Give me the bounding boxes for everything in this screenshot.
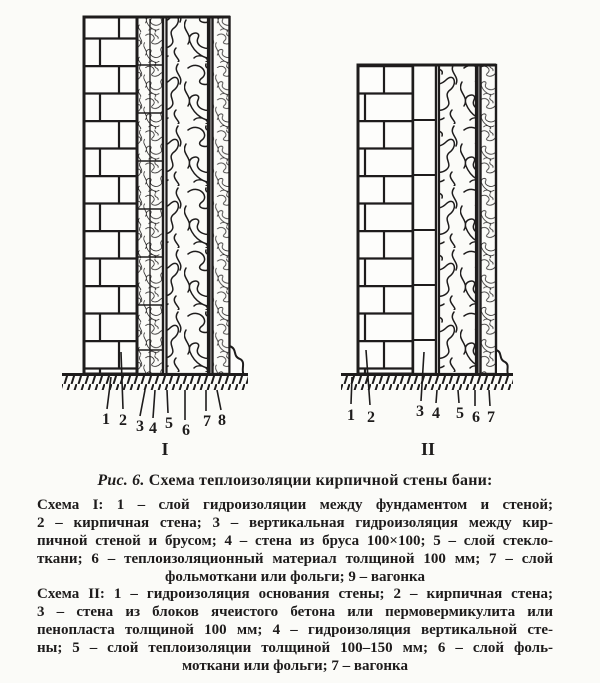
brick-wall-layer-1 [84,17,137,374]
figure-caption [37,472,553,490]
insulation-layer-1 [167,17,209,374]
scheme-2-line: Схема II: 1 – гидроизоляция основания стены; 2 – кирпичная стена; [37,586,553,602]
part-number-label: 2 [119,412,127,429]
brick-wall-layer-2 [358,65,413,374]
part-number-label: 1 [347,407,355,424]
part-number-label: 5 [456,405,464,422]
scheme-2-description [37,585,553,675]
part-number-label: 7 [487,409,495,426]
part-number-label: 6 [182,422,190,439]
insulation-layer-2 [439,65,476,374]
part-number-label: 3 [416,403,424,420]
scheme-1-description [37,496,553,586]
scheme-2-line: 3 – стена из блоков ячеистого бетона или пермовермикулита или [37,604,553,620]
part-number-label: 1 [102,411,110,428]
scheme-1-line: фольмоткани или фольги; 9 – вагонка [165,569,425,585]
foundation-hatch-2 [341,375,513,391]
part-number-label: 8 [218,412,226,429]
scheme-1-line: пичной стеной и брусом; 4 – стена из бруса 100×100; 5 – слой стекло- [37,533,553,549]
foundation-hatch-1 [62,375,248,391]
wall-section-diagram-2 [341,65,513,459]
part-number-label: 3 [136,418,144,435]
scheme-2-line: ны; 5 – слой теплоизоляции толщиной 100–150 мм; 6 – слой фоль- [37,640,553,656]
scheme-1-line: ткани; 6 – теплоизоляционный материал толщиной 100 мм; 7 – слой [37,551,553,567]
roman-numeral-label-1: I [161,439,169,459]
part-number-label: 2 [367,409,375,426]
scheme-1-line: 2 – кирпичная стена; 3 – вертикальная гидроизоляция между кир- [37,515,553,531]
figure-number: Рис. 6. [97,472,145,489]
part-number-label: 4 [432,405,440,422]
vagonka-layer-1 [213,17,230,374]
baseboard-profile-2 [496,350,508,374]
part-number-label: 5 [165,415,173,432]
part-number-label: 6 [472,409,480,426]
vagonka-layer-2 [481,65,497,374]
roman-numeral-label-2: II [420,439,436,459]
scheme-2-line: моткани или фольги; 7 – вагонка [182,658,408,674]
figure-title: Схема теплоизоляции кирпичной стены бани: [148,472,493,489]
baseboard-profile-1 [230,346,244,374]
timber-wall-layer [137,17,163,374]
wall-section-diagram-1 [62,17,248,459]
scheme-2-line: пенопласта толщиной 100 мм; 4 – гидроизоляция вертикальной сте- [37,622,553,638]
part-number-label: 7 [203,413,211,430]
part-number-label: 4 [149,420,157,437]
block-wall-layer [413,65,436,374]
scheme-1-line: Схема I: 1 – слой гидроизоляции между фундаментом и стеной; [37,497,553,513]
